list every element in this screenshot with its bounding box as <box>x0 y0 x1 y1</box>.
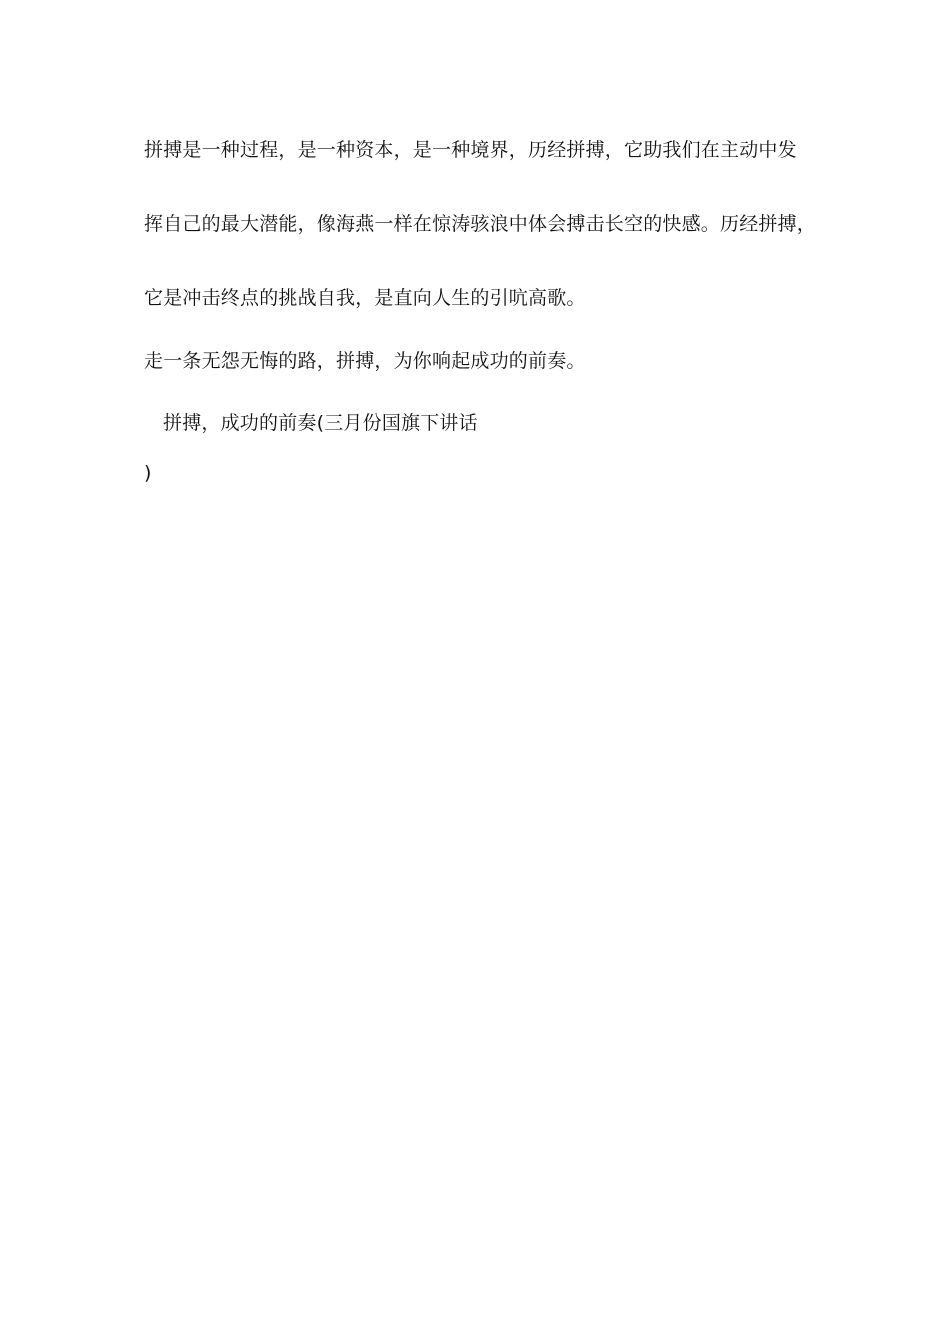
closing-line: 走一条无怨无悔的路，拼搏，为你响起成功的前奏。 <box>144 350 586 372</box>
title-line: 拼搏，成功的前奏(三月份国旗下讲话 <box>163 412 478 434</box>
paragraph-line-1: 拼搏是一种过程，是一种资本，是一种境界，历经拼搏，它助我们在主动中发 <box>144 139 797 161</box>
paragraph-line-2: 挥自己的最大潜能，像海燕一样在惊涛骇浪中体会搏击长空的快感。历经拼搏， <box>144 213 817 235</box>
paragraph-line-3: 它是冲击终点的挑战自我，是直向人生的引吭高歌。 <box>144 287 586 309</box>
title-close-paren: ) <box>144 462 152 484</box>
